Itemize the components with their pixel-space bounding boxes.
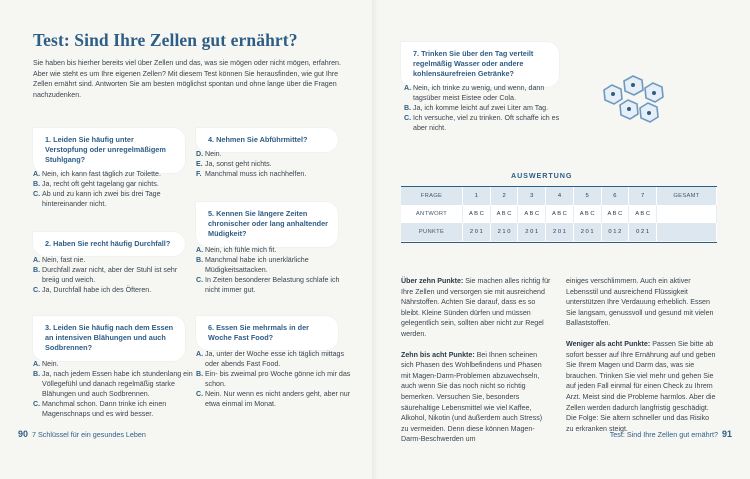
answer-text: Ja, recht oft geht tagelang gar nichts. [42,179,159,188]
result-text: Passen Sie bitte ab sofort besser auf Ihre Ernährung auf und geben Sie Ihrem Magen und Darm das, was sie brauchen. Trinken Sie viel mehr und gehen Sie auf jeden Fall einmal für einen Check zu Ihrem Arzt. Meist sind die Probleme harmlos. Aber die Zellen werden dadurch langfristig geschädigt. Die Folge: Sie altern schneller und das Risiko zu erkranken steigt. [566,339,716,433]
question-6-answers [196,350,356,409]
answer-key: E. [196,159,203,168]
answer-key: A. [33,256,41,264]
table-cell: A B C [602,205,630,223]
intro-text: Sie haben bis hierher bereits viel über Zellen und das, was sie mögen oder nicht mögen, erfahren. Aber wie steht es um Ihre eigenen Zellen? Mit diesem Test können Sie herausfinden, wie gut Ihre Zellen ernährt sind. Antworten Sie am besten möglichst spontan und ohne lange über die Fragen nachzudenken. [33,59,341,99]
answer-key: B. [33,179,41,188]
cell-cluster-icon [590,68,672,128]
answer-key: A. [196,350,204,358]
answer-key: B. [33,369,41,378]
results-column-right [566,276,716,444]
row-label: ANTWORT [401,205,463,223]
answer-text: Nein, ich trinke zu wenig, und wenn, dann tagsüber meist Eistee oder Cola. [413,84,545,102]
table-row-question [401,187,717,205]
result-heading: Über zehn Punkte: [401,277,464,285]
row-label: PUNKTE [401,223,463,241]
table-cell: 2 1 0 [491,223,519,241]
result-ten-to-eight [401,350,551,445]
table-cell: 2 0 1 [463,223,491,241]
answer-item [196,246,356,256]
answer-text: Ja, sonst geht nichts. [205,159,272,168]
answer-item [196,350,356,370]
question-4-answers [196,150,356,180]
answer-key: B. [404,103,412,112]
result-text: Bei Ihnen scheinen sich Phasen des Wohlbefindens und Phasen mit Magen-Darm-Problemen abzuwechseln, auch wenn Sie das noch nicht so richtig bemerken. Versuchen Sie, besonders säurehaltige Lebensmittel wie viel Kaffee, Alkohol, Nikotin (und äußerdem auch Stress) zu vermeiden. Denn diese können Magen-Darm-Beschwerden um [401,350,543,444]
result-heading: Zehn bis acht Punkte: [401,350,475,359]
results-column-left [401,276,551,455]
answer-text: In Zeiten besonderer Belastung schlafe ich nicht immer gut. [205,275,340,294]
answer-text: Nein, ich fühle mich fit. [205,246,277,254]
table-bottom-rule [401,242,717,243]
answer-item [33,370,193,400]
table-cell: 1 [463,187,491,205]
table-cell: 4 [546,187,574,205]
answer-key: C. [33,189,41,198]
page-number-left: 90 [18,429,29,439]
answer-item [196,370,356,390]
answer-item [404,84,564,104]
footer-right [610,429,732,439]
question-3-bubble [33,316,185,361]
answer-item [196,160,356,170]
result-under-eight [566,339,716,434]
table-cell: 2 0 1 [574,223,602,241]
answer-item [33,360,193,370]
table-row-answer [401,205,717,223]
answer-item [33,180,193,190]
total-cell [657,205,717,223]
answer-item [33,190,193,210]
question-7-answers [404,84,564,134]
answer-item [33,286,193,296]
answer-text: Ja, unter der Woche esse ich täglich mittags oder abends Fast Food. [205,350,345,368]
table-cell: 0 1 2 [602,223,630,241]
footer-right-text: Test: Sind Ihre Zellen gut ernährt? [609,430,718,439]
answer-item [33,266,193,286]
total-cell [657,223,717,241]
answer-key: F. [196,169,202,178]
question-4-bubble [196,128,338,152]
table-cell: A B C [546,205,574,223]
table-cell: 2 0 1 [546,223,574,241]
answer-item [33,400,193,420]
answer-text: Nein. [42,360,59,368]
answer-key: A. [33,170,41,178]
question-4-text: 4. Nehmen Sie Abführmittel? [208,135,308,144]
answer-item [404,114,564,134]
footer-left [18,429,146,439]
table-cell: 2 0 1 [518,223,546,241]
question-7-bubble [401,42,559,87]
question-6-bubble [196,316,338,350]
question-5-answers [196,246,356,296]
answer-item [196,276,356,296]
table-cell: A B C [629,205,657,223]
answer-item [196,390,356,410]
evaluation-title: AUSWERTUNG [511,171,573,180]
table-cell: 0 2 1 [629,223,657,241]
question-5-bubble [196,202,338,247]
page-number-right: 91 [721,429,732,439]
result-heading: Weniger als acht Punkte: [566,339,651,348]
question-2-answers [33,256,193,296]
result-over-ten [401,276,551,340]
answer-item [196,150,356,160]
question-2-text: 2. Haben Sie recht häufig Durchfall? [45,239,171,248]
footer-left-text: 7 Schlüssel für ein gesundes Leben [32,430,146,439]
book-gutter [372,0,378,479]
answer-key: B. [196,369,204,378]
answer-key: C. [404,113,412,122]
question-1-answers [33,170,193,210]
question-3-answers [33,360,193,419]
answer-key: C. [33,285,41,294]
answer-text: Durchfall zwar nicht, aber der Stuhl ist sehr breiig und weich. [42,265,178,284]
table-cell: 6 [602,187,630,205]
table-row-points [401,223,717,241]
answer-text: Nein. [205,150,222,158]
table-cell: 7 [629,187,657,205]
question-2-bubble [33,232,185,256]
table-cell: 3 [518,187,546,205]
answer-key: A. [33,360,41,368]
answer-text: Ja, nach jedem Essen habe ich stundenlang ein Völlegefühl und danach regelmäßig starke Blähungen und auch Sodbrennen. [42,369,193,398]
question-7-text: 7. Trinken Sie über den Tag verteilt regelmäßig Wasser oder andere kohlensäurefreien Getränke? [413,49,534,79]
answer-key: B. [196,255,204,264]
answer-item [33,256,193,266]
table-cell: A B C [463,205,491,223]
answer-key: A. [196,246,204,254]
page-title: Test: Sind Ihre Zellen gut ernährt? [33,30,298,50]
question-1-bubble [33,128,185,173]
table-cell: A B C [518,205,546,223]
answer-item [404,104,564,114]
table-cell: A B C [574,205,602,223]
answer-key: C. [196,275,204,284]
answer-text: Ein- bis zweimal pro Woche gönne ich mir das schon. [205,369,351,388]
answer-key: D. [196,150,204,158]
evaluation-table [401,187,717,241]
answer-key: A. [404,84,412,92]
result-continued: einiges verschlimmern. Auch ein aktiver Lebensstil und ausreichend Flüssigkeit unterstützen Ihre Verdauung erheblich. Essen Sie langsam, genussvoll und gesund mit vielen Ballaststoffen. [566,277,714,328]
answer-text: Nein, ich kann fast täglich zur Toilette. [42,170,161,178]
answer-text: Ich versuche, viel zu trinken. Oft schaffe ich es aber nicht. [413,113,560,132]
answer-text: Ja, Durchfall habe ich des Öfteren. [42,285,152,294]
question-3-text: 3. Leiden Sie häufig nach dem Essen an intensiven Blähungen und auch Sodbrennen? [45,323,174,353]
answer-key: C. [196,389,204,398]
table-cell: 5 [574,187,602,205]
answer-key: C. [33,399,41,408]
answer-text: Manchmal habe ich unerklärliche Müdigkeitsattacken. [205,255,309,274]
total-label: GESAMT [657,187,717,205]
answer-text: Ja, ich komme leicht auf zwei Liter am Tag. [413,103,549,112]
answer-text: Ab und zu kann ich zwei bis drei Tage hintereinander nicht. [42,189,161,208]
answer-item [196,170,356,180]
row-label: FRAGE [401,187,463,205]
answer-key: B. [33,265,41,274]
question-1-text: 1. Leiden Sie häufig unter Verstopfung oder unregelmäßigem Stuhlgang? [45,135,166,165]
question-5-text: 5. Kennen Sie längere Zeiten chronischer oder lang anhaltender Müdigkeit? [208,209,329,239]
answer-text: Nein. Nur wenn es nicht anders geht, aber nur etwa einmal im Monat. [205,389,351,408]
table-cell: A B C [491,205,519,223]
answer-text: Manchmal muss ich nachhelfen. [205,169,307,178]
answer-text: Manchmal schon. Dann trinke ich einen Magenschnaps und es wird besser. [42,399,167,418]
answer-item [196,256,356,276]
answer-item [33,170,193,180]
question-6-text: 6. Essen Sie mehrmals in der Woche Fast Food? [208,323,309,343]
table-cell: 2 [491,187,519,205]
answer-text: Nein, fast nie. [42,256,86,264]
result-text: Sie machen alles richtig für Ihre Zellen und versorgen sie mit ausreichend Nährstoffen. Achten Sie darauf, dass es so bleibt. Kleine Sünden dürfen und müssen gelegentlich sein, sollten aber nicht zur Regel werden. [401,277,551,338]
